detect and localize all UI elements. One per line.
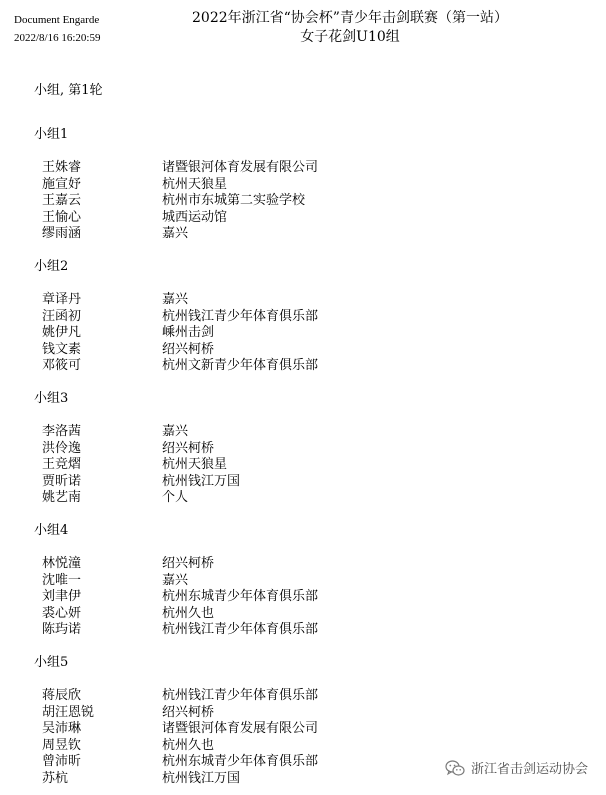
fencer-row: [0, 738, 606, 755]
pool-roster: [0, 292, 606, 375]
pool-group-title: 小组1: [34, 127, 69, 142]
fencer-row: [0, 606, 606, 623]
fencer-row: [0, 292, 606, 309]
fencer-row: [0, 210, 606, 227]
fencer-row: [0, 556, 606, 573]
software-label: Document Engarde: [14, 14, 100, 26]
fencer-name: 缪雨涵: [42, 226, 82, 241]
fencer-name: 王姝睿: [42, 160, 82, 175]
fencer-club: 杭州钱江青少年体育俱乐部: [162, 308, 319, 324]
fencer-row: [0, 457, 606, 474]
fencer-row: [0, 705, 606, 722]
fencer-name: 汪函初: [42, 308, 82, 324]
fencer-name: 洪伶逸: [42, 440, 82, 456]
fencer-name: 王愉心: [42, 209, 82, 225]
fencer-name: 陈玙诺: [42, 622, 82, 637]
fencer-row: [0, 721, 606, 738]
fencer-name: 曾沛昕: [42, 754, 82, 769]
fencer-club: 杭州市东城第二实验学校: [162, 193, 306, 208]
wechat-icon: [445, 760, 465, 776]
pool-list: [0, 126, 606, 786]
fencer-club: 杭州东城青少年体育俱乐部: [162, 589, 319, 604]
fencer-club: 杭州钱江万国: [162, 770, 241, 786]
fencer-name: 施宣妤: [42, 176, 82, 192]
fencer-name: 周昱钦: [42, 737, 82, 753]
fencer-row: [0, 309, 606, 326]
fencer-name: 王竞熠: [42, 457, 82, 472]
fencer-row: [0, 342, 606, 359]
fencer-name: 贾昕诺: [42, 473, 82, 489]
pool-roster: [0, 160, 606, 243]
pool-group: [0, 390, 606, 522]
fencer-name: 胡汪恩锐: [42, 704, 95, 720]
fencer-name: 蒋辰欣: [42, 688, 82, 703]
fencer-club: 杭州钱江青少年体育俱乐部: [162, 688, 319, 703]
fencer-row: [0, 688, 606, 705]
pool-group-title: 小组5: [34, 655, 69, 670]
fencer-name: 沈唯一: [42, 572, 82, 588]
fencer-club: 嘉兴: [162, 424, 189, 439]
fencer-club: 杭州天狼星: [162, 176, 228, 192]
fencer-club: 嘉兴: [162, 292, 189, 307]
fencer-name: 邓筱可: [42, 358, 82, 373]
fencer-row: [0, 177, 606, 194]
fencer-club: 城西运动馆: [162, 209, 228, 225]
pool-group-title: 小组2: [34, 259, 69, 274]
fencer-name: 吴沛琳: [42, 721, 82, 736]
fencer-club: 杭州东城青少年体育俱乐部: [162, 754, 319, 769]
fencer-row: [0, 573, 606, 590]
fencer-name: 苏杭: [42, 770, 69, 786]
document-header: [0, 0, 606, 60]
watermark-text: 浙江省击剑运动协会: [470, 762, 588, 777]
fencer-name: 章译丹: [42, 292, 82, 307]
fencer-name: 李洛茜: [42, 424, 82, 439]
pool-group: [0, 522, 606, 654]
fencer-club: 杭州钱江万国: [162, 473, 241, 489]
fencer-row: [0, 226, 606, 243]
watermark: [445, 758, 588, 777]
fencer-row: [0, 193, 606, 210]
fencer-name: 姚伊凡: [42, 325, 82, 340]
fencer-club: 诸暨银河体育发展有限公司: [162, 721, 319, 736]
fencer-name: 裘心妍: [42, 605, 82, 621]
fencer-name: 钱文素: [42, 341, 82, 357]
fencer-club: 杭州钱江青少年体育俱乐部: [162, 622, 319, 637]
competition-title: 2022年浙江省“协会杯”青少年击剑联赛（第一站）: [192, 10, 508, 26]
fencer-row: [0, 622, 606, 639]
fencer-club: 嘉兴: [162, 226, 189, 241]
fencer-row: [0, 424, 606, 441]
pool-roster: [0, 556, 606, 639]
fencer-club: 杭州天狼星: [162, 457, 228, 472]
fencer-row: [0, 474, 606, 491]
fencer-club: 杭州久也: [162, 605, 215, 621]
fencer-row: [0, 589, 606, 606]
round-label: 小组, 第1轮: [34, 83, 103, 98]
fencer-row: [0, 325, 606, 342]
fencer-club: 嵊州击剑: [162, 325, 215, 340]
fencer-row: [0, 160, 606, 177]
pool-group-title: 小组3: [34, 391, 69, 406]
fencer-row: [0, 358, 606, 375]
fencer-club: 个人: [162, 490, 189, 505]
print-datetime: 2022/8/16 16:20:59: [14, 32, 101, 44]
title-block: [140, 9, 560, 47]
fencer-club: 绍兴柯桥: [162, 704, 215, 720]
fencer-row: [0, 490, 606, 507]
fencer-row: [0, 441, 606, 458]
fencer-club: 绍兴柯桥: [162, 440, 215, 456]
fencer-name: 姚艺南: [42, 490, 82, 505]
fencer-club: 杭州文新青少年体育俱乐部: [162, 358, 319, 373]
pool-group-title: 小组4: [34, 523, 69, 538]
fencer-name: 王嘉云: [42, 193, 82, 208]
pool-group: [0, 258, 606, 390]
fencer-club: 杭州久也: [162, 737, 215, 753]
event-subtitle: 女子花剑U10组: [300, 29, 400, 45]
fencer-club: 绍兴柯桥: [162, 341, 215, 357]
pool-group: [0, 126, 606, 258]
fencer-club: 嘉兴: [162, 572, 189, 588]
fencer-club: 诸暨银河体育发展有限公司: [162, 160, 319, 175]
fencer-club: 绍兴柯桥: [162, 556, 215, 571]
fencer-name: 林悦潼: [42, 556, 82, 571]
fencer-name: 刘聿伊: [42, 589, 82, 604]
pool-roster: [0, 424, 606, 507]
